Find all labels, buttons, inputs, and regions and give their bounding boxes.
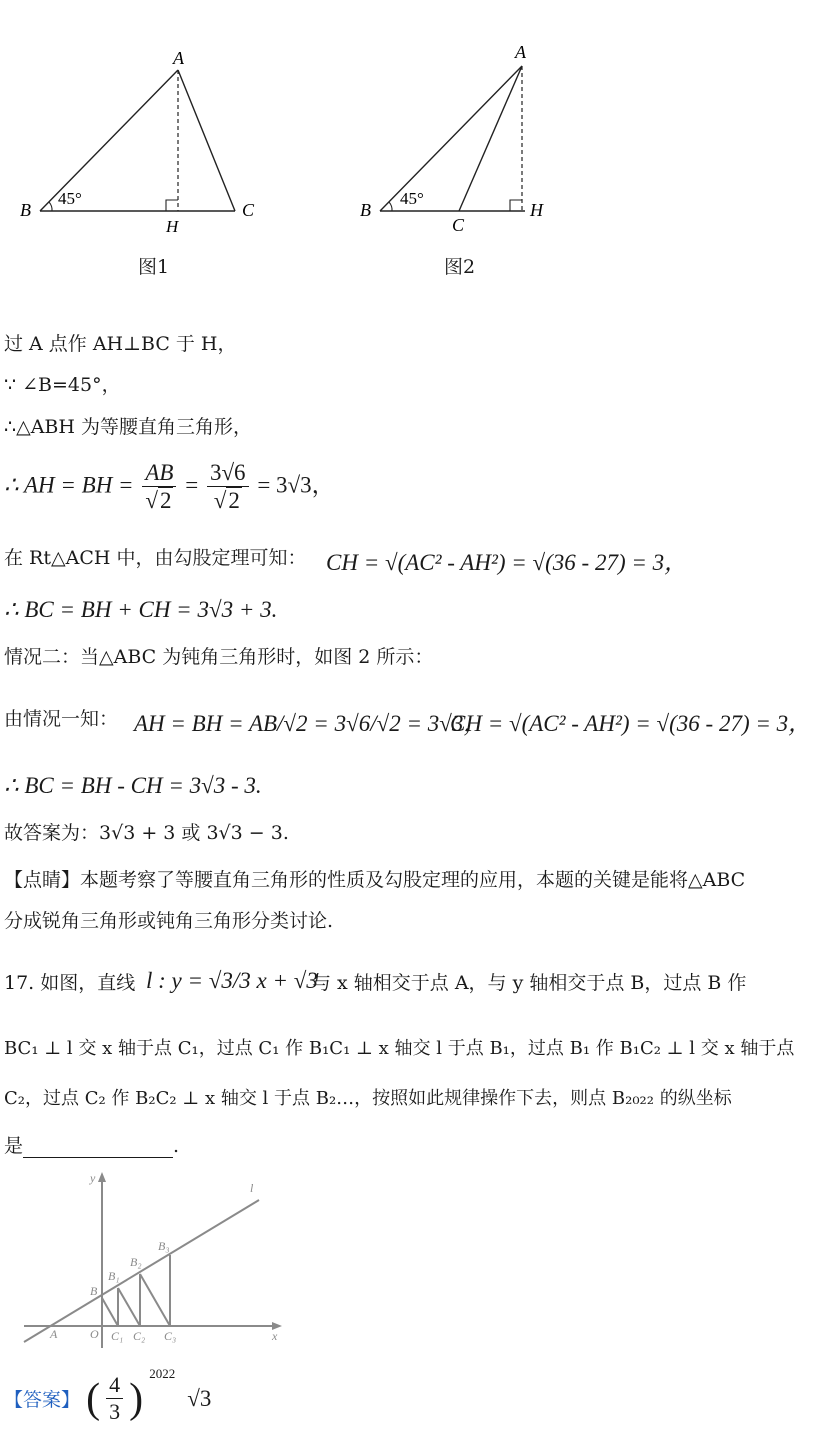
fig1-angle: 45°: [58, 189, 82, 208]
fig1-label-H: H: [166, 217, 179, 236]
solution-line-4: ∴ AH = BH = $\frac{AB}{√2}$ = $\frac{3√6}{√2}$ = 3√3，: [4, 460, 335, 513]
comment-line-2: 分成锐角三角形或钝角三角形分类讨论.: [4, 910, 334, 932]
solution-line-5-math: CH = √(AC² - AH²) = √(36 - 27) = 3，: [326, 550, 688, 575]
frac1-den: 2: [159, 488, 172, 513]
comment-line-1: 【点睛】本题考察了等腰直角三角形的性质及勾股定理的应用，本题的关键是能将△ABC: [4, 869, 746, 891]
figure-1-caption: 图1: [138, 256, 170, 278]
case-2-heading: 情况二：当△ABC 为钝角三角形时，如图 2 所示：: [4, 646, 434, 668]
fig3-label-C3: C₃: [164, 1329, 177, 1343]
fig3-label-O: O: [90, 1327, 99, 1341]
fig3-label-A: A: [50, 1327, 58, 1341]
fig2-angle: 45°: [400, 189, 424, 208]
solution-line-2: ∵ ∠B=45°，: [4, 374, 121, 396]
answer-tail: √3: [187, 1385, 212, 1411]
answer-tag: 【答案】: [4, 1389, 81, 1411]
fig3-label-B3: B₃: [158, 1239, 170, 1253]
fig2-label-H: H: [530, 200, 543, 220]
answer-row: 【答案】 ( $\frac{4}{3}$ ) $^{2022}$ √3: [4, 1365, 212, 1424]
solution-line-3: ∴△ABH 为等腰直角三角形，: [4, 416, 252, 438]
fig2-label-C: C: [452, 215, 465, 235]
fig2-label-A: A: [515, 42, 526, 62]
figure-2: [350, 36, 570, 236]
line4-frac1: $\frac{AB}{√2}$: [142, 460, 176, 514]
problem17-rest-1: 与 x 轴相交于点 A，与 y 轴相交于点 B，过点 B 作: [312, 972, 747, 994]
fig1-label-C: C: [242, 200, 255, 220]
fig3-label-C2: C₂: [133, 1329, 146, 1343]
fig3-label-l: l: [250, 1181, 254, 1195]
answer-line: 故答案为：3√3 + 3 或 3√3 − 3.: [4, 822, 289, 844]
fig3-label-B1: B₁: [108, 1269, 120, 1283]
fig2-label-B: B: [360, 200, 371, 220]
solution-line-8-math-1: AH = BH = AB/√2 = 3√6/√2 = 3√3，: [134, 711, 487, 736]
answer-base: [106, 1372, 123, 1425]
figure-2-caption: 图2: [444, 256, 476, 278]
solution-line-9: ∴ BC = BH - CH = 3√3 - 3.: [4, 773, 262, 798]
line4-frac2: $\frac{3√6}{√2}$: [207, 460, 249, 514]
answer-base-den: 3: [109, 1399, 121, 1424]
problem17-rest-3: C₂，过点 C₂ 作 B₂C₂ ⊥ x 轴交 l 于点 B₂…，按照如此规律操作下去，则点 B₂₀₂₂ 的纵坐标: [4, 1088, 732, 1109]
solution-line-1: 过 A 点作 AH⊥BC 于 H，: [4, 333, 237, 355]
fig1-label-A: A: [173, 48, 184, 68]
fig3-label-B2: B₂: [130, 1255, 142, 1269]
answer-base-num: 4: [106, 1372, 123, 1399]
figure-1: [10, 40, 280, 240]
answer-exponent: 2022: [149, 1365, 176, 1381]
solution-line-8-text: 由情况一知：: [4, 708, 119, 730]
problem17-rest-4: 是 .: [4, 1135, 180, 1157]
solution-line-5-text: 在 Rt△ACH 中，由勾股定理可知：: [4, 547, 307, 569]
frac1-num: AB: [142, 460, 176, 487]
problem17-rest-2: BC₁ ⊥ l 交 x 轴于点 C₁，过点 C₁ 作 B₁C₁ ⊥ x 轴交 l 于点 B₁，过点 B₁ 作 B₁C₂ ⊥ l 交 x 轴于点: [4, 1038, 795, 1059]
problem17-intro: 17. 如图，直线: [4, 972, 136, 994]
frac2-den: 2: [228, 488, 240, 513]
fig3-label-C1: C₁: [111, 1329, 124, 1343]
fig3-label-x: x: [272, 1329, 278, 1343]
problem17-line-equation: l : y = √3/3 x + √3: [146, 968, 318, 993]
fig1-label-B: B: [20, 200, 31, 220]
solution-line-8-math-2: CH = √(AC² - AH²) = √(36 - 27) = 3，: [450, 711, 812, 736]
figure-3: [14, 1170, 294, 1350]
line4-prefix: ∴ AH = BH =: [4, 472, 134, 498]
line4-result: = 3√3，: [257, 472, 335, 498]
answer-blank: [23, 1139, 173, 1158]
frac2-num: 3√6: [207, 460, 249, 487]
fig3-label-y: y: [90, 1171, 96, 1185]
fig3-label-B: B: [90, 1284, 98, 1298]
problem17-rest-4-text: 是: [4, 1135, 24, 1157]
solution-line-6: ∴ BC = BH + CH = 3√3 + 3.: [4, 597, 278, 622]
